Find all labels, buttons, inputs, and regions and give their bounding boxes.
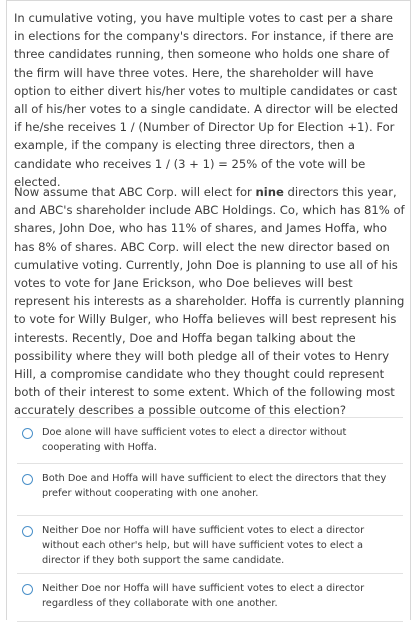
radio-button-icon[interactable] — [22, 584, 33, 595]
radio-button-icon[interactable] — [22, 474, 33, 485]
question-paragraph-1: In cumulative voting, you have multiple votes to cast per a share in elections for the company's directors. For instance, if there are three candidates running, then someone who holds one share of the firm will have three votes. Here, the shareholder will have option to either divert his/her votes to multiple candidates or cast all of his/her votes to a single candidate. A director will be elected if he/she receives 1 / (Number of Director Up for Election +1). For example, if the company is electing three directors, then a candidate who receives 1 / (3 + 1) = 25% of the vote will be elected. — [14, 11, 399, 189]
answer-option-label: Doe alone will have sufficient votes to elect a director without cooperating with Hoffa. — [42, 427, 347, 453]
question-paragraph-2-start: Now assume that ABC Corp. will elect for — [14, 185, 256, 199]
question-paragraph-2-end: directors this year, and ABC's shareholder include ABC Holdings. Co, which has 81% of shares, John Doe, who has 11% of shares, and James Hoffa, who has 8% of shares. ABC Corp. will elect the new director based on cumulative voting. Currently, John Doe is planning to use all of his votes to vote for Jane Erickson, who Doe believes will best represent his interests as a shareholder. Hoffa is currently planning to vote for Willy Bulger, who Hoffa believes will best represent his interests. Recently, Doe and Hoffa began talking about the possibility where they will both pledge all of their votes to Henry Hill, a compromise candidate who they thought could represent both of their interest to some extent. Which of the following most accurately describes a possible outcome of this election? — [14, 185, 405, 418]
radio-button-icon[interactable] — [22, 428, 33, 439]
answer-options — [17, 417, 403, 622]
answer-option-1[interactable] — [17, 417, 403, 463]
question-container — [6, 0, 411, 620]
answer-option-label: Neither Doe nor Hoffa will have sufficient votes to elect a director regardless of they collaborate with one another. — [42, 583, 365, 609]
answer-option-3[interactable] — [17, 515, 403, 573]
radio-button-icon[interactable] — [22, 526, 33, 537]
question-paragraph-2 — [14, 183, 406, 420]
answer-option-2[interactable] — [17, 463, 403, 515]
answer-option-label: Neither Doe nor Hoffa will have sufficient votes to elect a director without each other's help, but will have sufficient votes to elect a director if they both support the same candidate. — [42, 525, 365, 566]
question-bold-word: nine — [255, 185, 284, 199]
answer-option-label: Both Doe and Hoffa will have sufficient to elect the directors that they prefer without cooperating with one anoher. — [42, 473, 387, 499]
answer-option-4[interactable] — [17, 573, 403, 621]
